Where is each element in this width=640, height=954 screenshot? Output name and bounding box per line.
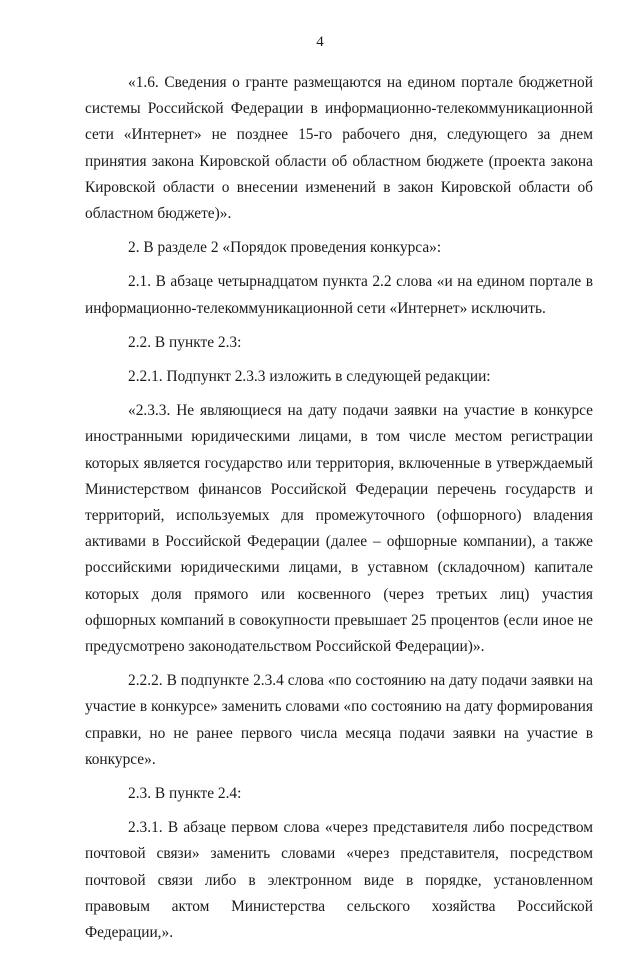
paragraph-section-2: 2. В разделе 2 «Порядок проведения конкурса»: xyxy=(128,239,442,257)
paragraph-2-2: 2.2. В пункте 2.3: xyxy=(128,333,242,351)
paragraph-2-3-1: 2.3.1. В абзаце первом слова «через представителя либо посредством почтовой связи» заменить словами «через представителя, посредством почтовой связи либо в электронном виде в порядке, установленном правовым актом Министерства сельского хозяйства Российской Федерации,». xyxy=(85,819,593,942)
paragraph-2-3: 2.3. В пункте 2.4: xyxy=(128,785,242,803)
page-number: 4 xyxy=(316,34,324,50)
paragraph-2-2-1: 2.2.1. Подпункт 2.3.3 изложить в следующей редакции: xyxy=(128,368,491,386)
paragraph-2-3-3-text: «2.3.3. Не являющиеся на дату подачи заявки на участие в конкурсе иностранными юридическими лицами, в том числе местом регистрации которых является государство или территория, включенные в утверждаемый Министерством финансов Российской Федерации перечень государств и территорий, используемых для промежуточного (офшорного) владения активами в Российской Федерации (далее – офшорные компании), а также российскими юридическими лицами, в уставном (складочном) капитале которых доля прямого или косвенного (через третьих лиц) участия офшорных компаний в совокупности превышает 25 процентов (если иное не предусмотрено законодательством Российской Федерации)». xyxy=(85,402,593,656)
document-body xyxy=(85,70,593,954)
paragraph-2-1: 2.1. В абзаце четырнадцатом пункта 2.2 слова «и на едином портале в информационно-телекоммуникационной сети «Интернет» исключить. xyxy=(85,273,593,317)
paragraph-2-2-2: 2.2.2. В подпункте 2.3.4 слова «по состоянию на дату подачи заявки на участие в конкурсе» заменить словами «по состоянию на дату формирования справки, но не ранее первого числа месяца подачи заявки на участие в конкурсе». xyxy=(85,672,593,768)
paragraph-1-6-grant-info: «1.6. Сведения о гранте размещаются на едином портале бюджетной системы Российской Федерации в информационно-телекоммуникационной сети «Интернет» не позднее 15-го рабочего дня, следующего за днем принятия закона Кировской области об областном бюджете (проекта закона Кировской области о внесении изменений в закон Кировской области об областном бюджете)». xyxy=(85,74,593,223)
